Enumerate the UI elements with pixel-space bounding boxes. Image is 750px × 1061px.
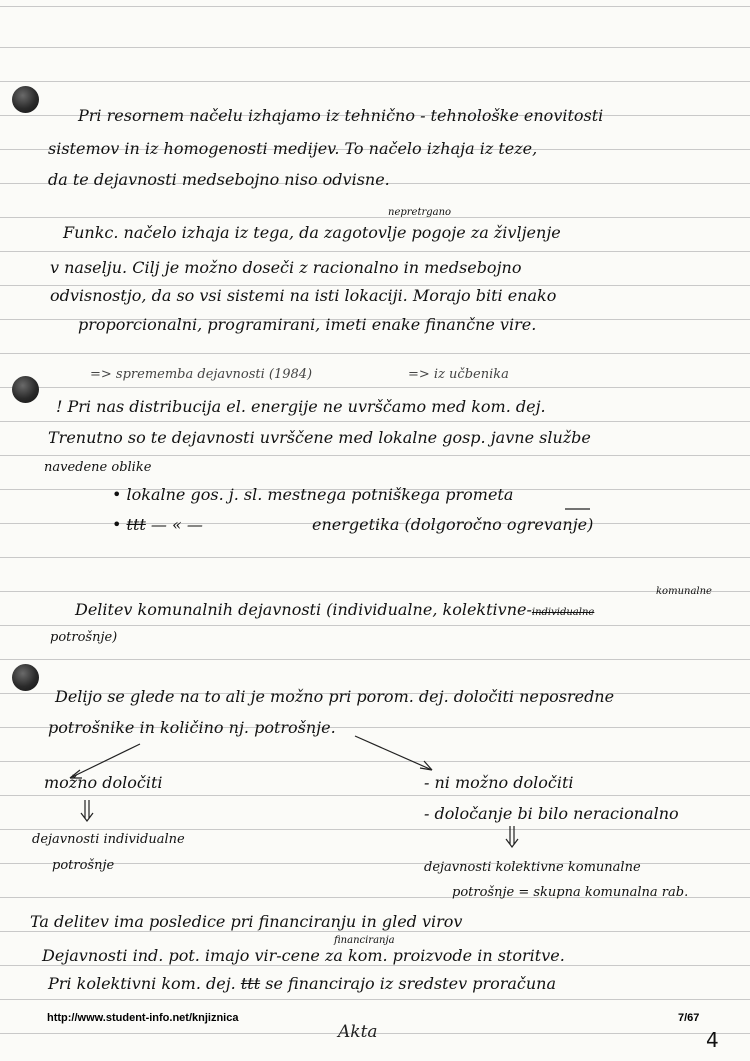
note-line (42, 946, 565, 965)
diagram-label: - ni možno določiti (424, 773, 574, 792)
arrow-right-icon (355, 736, 432, 770)
note-line: Ta delitev ima posledice pri financiranju in gled virov (30, 912, 463, 931)
signature: Akta (338, 1022, 378, 1042)
list-item (112, 515, 203, 534)
note-insertion: nepretrgano (388, 207, 452, 218)
note-text: se financirajo iz sredstev proračuna (265, 974, 557, 993)
bullet-text: • (112, 515, 127, 534)
binder-hole-icon (12, 664, 39, 691)
note-line: Funkc. načelo izhaja iz tega, da zagotovlje pogoje za življenje (63, 223, 561, 242)
ditto-mark: — « — (145, 515, 203, 534)
note-text: Pri kolektivni kom. dej. (48, 974, 236, 993)
note-line: odvisnostjo, da so vsi sistemi na isti lokaciji. Morajo biti enako (50, 286, 557, 305)
note-line: => iz učbenika (408, 367, 509, 382)
note-line: => sprememba dejavnosti (1984) (90, 367, 313, 382)
struck-text: individualne (531, 607, 595, 618)
note-line: v naselju. Cilj je možno doseči z racionalno in medsebojno (50, 258, 522, 277)
note-insertion: komunalne (656, 586, 712, 597)
note-line: navedene oblike (44, 460, 152, 475)
list-item: • lokalne gos. j. sl. mestnega potniškega prometa (112, 485, 514, 504)
struck-text: ttt (126, 515, 146, 534)
double-arrow-left (81, 800, 93, 821)
note-insertion: financiranja (334, 935, 395, 946)
note-line: potrošnje) (50, 630, 118, 645)
struck-text: ttt (240, 974, 261, 993)
binder-hole-icon (12, 86, 39, 113)
note-text: Dejavnosti ind. pot. imajo vir- (42, 946, 282, 965)
handwritten-page-number: 4 (706, 1028, 719, 1052)
arrow-right-head (420, 761, 432, 770)
note-line: potrošnike in količino nj. potrošnje. (48, 718, 336, 737)
diagram-label: možno določiti (44, 773, 163, 792)
note-line (48, 974, 556, 993)
diagram-label: potrošnje (52, 858, 115, 873)
note-line: da te dejavnosti medsebojno niso odvisne. (48, 170, 390, 189)
footer-link[interactable]: http://www.student-info.net/knjiznica (47, 1012, 239, 1024)
note-text: cene za kom. proizvode in storitve. (281, 946, 565, 965)
note-line: sistemov in iz homogenosti medijev. To načelo izhaja iz teze, (48, 139, 538, 158)
note-line: Pri resornem načelu izhajamo iz tehnično - tehnološke enovitosti (78, 106, 604, 125)
page-number: 7/67 (678, 1012, 700, 1024)
double-arrow-right (506, 826, 518, 847)
diagram-label: - določanje bi bilo neracionalno (424, 804, 679, 823)
note-line: Delijo se glede na to ali je možno pri porom. dej. določiti neposredne (55, 687, 615, 706)
diagram-label: potrošnje = skupna komunalna rab. (452, 885, 689, 900)
note-line: proporcionalni, programirani, imeti enake finančne vire. (78, 315, 537, 334)
diagram-label: dejavnosti individualne (32, 832, 185, 847)
list-item-text: energetika (dolgoročno ogrevanje) (312, 515, 594, 534)
note-line: Trenutno so te dejavnosti uvrščene med lokalne gosp. javne službe (48, 428, 591, 447)
note-line: ! Pri nas distribucija el. energije ne uvrščamo med kom. dej. (56, 397, 546, 416)
diagram-label: dejavnosti kolektivne komunalne (424, 860, 641, 875)
note-text: Delitev komunalnih dejavnosti (individualne, kolektivne- (75, 600, 532, 619)
binder-hole-icon (12, 376, 39, 403)
note-line (75, 600, 594, 619)
